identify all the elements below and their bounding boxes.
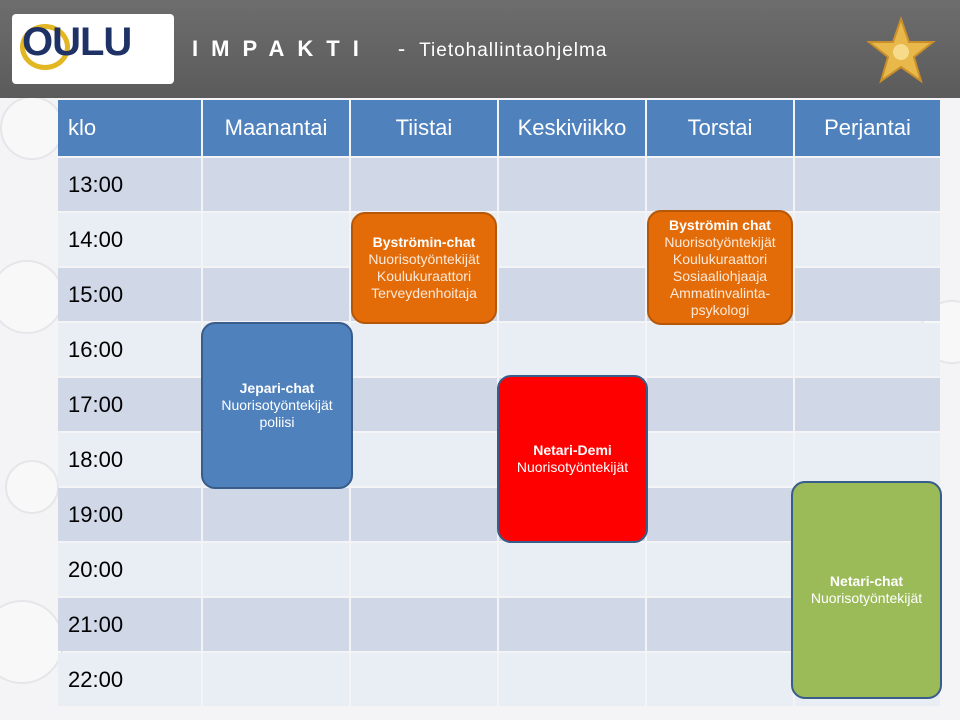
timetable-cell [351, 323, 497, 376]
event-participant: Koulukuraattori [376, 268, 472, 284]
time-label: 18:00 [58, 433, 201, 486]
event-block[interactable] [497, 375, 648, 543]
background-circle [0, 260, 64, 334]
timetable-cell [203, 158, 349, 211]
star-icon [866, 16, 936, 86]
timetable-cell [351, 543, 497, 596]
event-block[interactable] [351, 212, 497, 324]
title-separator: - [397, 36, 406, 61]
timetable-cell [647, 653, 793, 706]
header-title [192, 36, 912, 62]
background-circle [0, 600, 64, 684]
timetable-cell [647, 158, 793, 211]
timetable-cell [795, 213, 940, 266]
timetable-cell [499, 598, 645, 651]
column-header-2: Tiistai [351, 100, 497, 156]
timetable-cell [499, 323, 645, 376]
timetable-cell [203, 268, 349, 321]
timetable-cell [499, 158, 645, 211]
timetable-cell [795, 158, 940, 211]
timetable-cell [351, 378, 497, 431]
event-participant: Terveydenhoitaja [371, 285, 477, 301]
program-subtitle: Tietohallintaohjelma [419, 40, 608, 61]
timetable-cell [795, 378, 940, 431]
logo-text: OULU [22, 20, 132, 64]
event-participant: Nuorisotyöntekijät [516, 459, 629, 475]
event-block[interactable] [201, 322, 353, 489]
timetable-cell [203, 543, 349, 596]
event-title: Netari-Demi [533, 442, 612, 458]
timetable-cell [499, 543, 645, 596]
timetable-cell [647, 378, 793, 431]
column-header-5: Perjantai [795, 100, 940, 156]
event-participant: Ammatinvalinta- [669, 284, 771, 301]
event-participant: Sosiaaliohjaaja [672, 267, 768, 284]
program-name: IMPAKTI [192, 36, 372, 61]
time-label: 22:00 [58, 653, 201, 706]
event-participant: Koulukuraattori [672, 250, 768, 267]
timetable-cell [203, 488, 349, 541]
time-label: 21:00 [58, 598, 201, 651]
event-participant: Nuorisotyöntekijät [368, 251, 480, 267]
time-label: 15:00 [58, 268, 201, 321]
timetable-cell [351, 433, 497, 486]
timetable-cell [499, 213, 645, 266]
column-header-4: Torstai [647, 100, 793, 156]
event-participant: poliisi [259, 414, 295, 430]
event-block[interactable] [647, 210, 793, 325]
timetable-cell [203, 213, 349, 266]
timetable-cell [647, 543, 793, 596]
event-title: Netari-chat [829, 573, 904, 589]
column-header-0: klo [58, 100, 201, 156]
time-label: 14:00 [58, 213, 201, 266]
timetable-cell [795, 268, 940, 321]
time-label: 19:00 [58, 488, 201, 541]
event-title: Jepari-chat [239, 380, 315, 396]
background-circle [0, 96, 64, 160]
time-label: 13:00 [58, 158, 201, 211]
timetable-cell [499, 653, 645, 706]
time-label: 16:00 [58, 323, 201, 376]
time-label: 17:00 [58, 378, 201, 431]
timetable-cell [647, 488, 793, 541]
timetable-cell [351, 158, 497, 211]
header-banner [0, 0, 960, 98]
timetable-cell [203, 653, 349, 706]
timetable-cell [795, 323, 940, 376]
event-participant: Nuorisotyöntekijät [221, 397, 333, 413]
background-circle [5, 460, 59, 514]
timetable-cell [647, 598, 793, 651]
timetable-cell [351, 488, 497, 541]
timetable-cell [647, 433, 793, 486]
event-participant: psykologi [690, 301, 750, 318]
event-participant: Nuorisotyöntekijät [664, 233, 776, 250]
timetable-cell [647, 323, 793, 376]
timetable-cell [351, 653, 497, 706]
time-label: 20:00 [58, 543, 201, 596]
column-header-1: Maanantai [203, 100, 349, 156]
column-header-3: Keskiviikko [499, 100, 645, 156]
event-title: Byströmin-chat [372, 234, 476, 250]
timetable-cell [795, 433, 940, 486]
event-participant: Nuorisotyöntekijät [810, 590, 923, 606]
event-block[interactable] [791, 481, 942, 699]
timetable-cell [351, 598, 497, 651]
timetable-cell [203, 598, 349, 651]
timetable-cell [499, 268, 645, 321]
event-title: Byströmin chat [669, 216, 771, 233]
